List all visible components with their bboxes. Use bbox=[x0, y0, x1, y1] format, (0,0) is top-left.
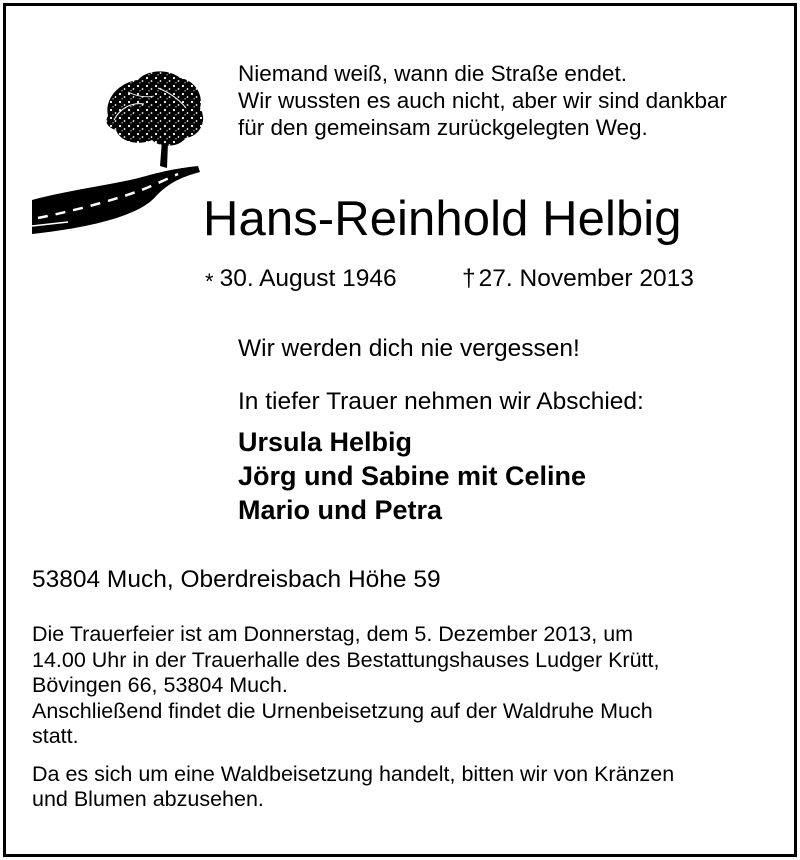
service-info-line: 14.00 Uhr in der Trauerhalle des Bestattungshauses Ludger Krütt, bbox=[32, 647, 660, 672]
birth-date-text: 30. August 1946 bbox=[219, 265, 397, 292]
service-info-line: Anschließend findet die Urnenbeisetzung auf der Waldruhe Much bbox=[32, 698, 653, 723]
death-date bbox=[462, 263, 694, 295]
birth-star-icon: * bbox=[205, 269, 214, 294]
service-info-line: Die Trauerfeier ist am Donnerstag, dem 5. Dezember 2013, um bbox=[32, 622, 634, 646]
family-member: Ursula Helbig bbox=[238, 427, 413, 457]
death-cross-icon: † bbox=[462, 265, 476, 292]
request-info-line: und Blumen abzusehen. bbox=[32, 787, 264, 811]
poem bbox=[238, 60, 727, 141]
deceased-name: Hans-Reinhold Helbig bbox=[203, 192, 682, 246]
poem-line: für den gemeinsam zurückgelegten Weg. bbox=[238, 115, 648, 140]
service-info-line: statt. bbox=[32, 724, 79, 748]
family-member: Jörg und Sabine mit Celine bbox=[238, 461, 587, 491]
death-date-text: 27. November 2013 bbox=[478, 265, 694, 292]
address: 53804 Much, Oberdreisbach Höhe 59 bbox=[32, 566, 441, 593]
service-info-line: Bövingen 66, 53804 Much. bbox=[32, 673, 288, 697]
request-info-line: Da es sich um eine Waldbeisetzung handelt, bitten wir von Kränzen bbox=[32, 761, 675, 786]
farewell-intro: In tiefer Trauer nehmen wir Abschied: bbox=[238, 388, 644, 415]
poem-line: Wir wussten es auch nicht, aber wir sind dankbar bbox=[238, 88, 727, 113]
family-member: Mario und Petra bbox=[238, 495, 443, 525]
tree-and-road-icon bbox=[28, 68, 208, 246]
remembrance-line: Wir werden dich nie vergessen! bbox=[238, 335, 580, 362]
poem-line: Niemand weiß, wann die Straße endet. bbox=[238, 61, 627, 86]
service-info bbox=[32, 622, 674, 813]
family-list bbox=[238, 425, 586, 527]
birth-date bbox=[205, 263, 397, 295]
